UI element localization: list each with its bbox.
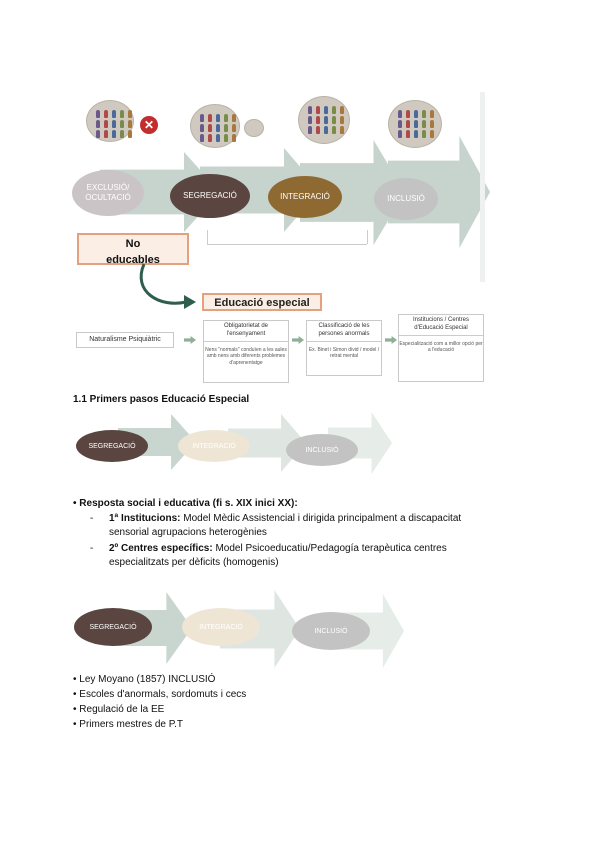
person-icon — [224, 134, 228, 142]
stage-segregacio — [170, 174, 250, 218]
person-icon — [406, 110, 410, 118]
bullet-item: • Primers mestres de P.T — [73, 719, 184, 730]
stage-segregacio-label: SEGREGACIÓ — [183, 191, 237, 200]
list-item-continuation: sensorial agrupacions heterogènies — [109, 527, 267, 538]
person-icon — [414, 130, 418, 138]
flow-box-text: Especialització com a millor opció per a l'educació — [399, 340, 483, 354]
person-icon — [128, 110, 132, 118]
naturalisme-label: Naturalisme Psiquiàtric — [89, 336, 161, 343]
stage-integracio — [178, 430, 250, 462]
person-icon — [232, 114, 236, 122]
bullet-item: • Ley Moyano (1857) INCLUSIÓ — [73, 674, 216, 685]
person-icon — [316, 106, 320, 114]
person-icon — [128, 120, 132, 128]
stage-exclusio — [72, 170, 144, 216]
person-icon — [324, 116, 328, 124]
person-icon — [340, 116, 344, 124]
bracket-line — [207, 244, 367, 245]
list-dash: - — [90, 543, 94, 554]
exclusion-x-icon: ✕ — [140, 116, 158, 134]
curved-arrow-icon — [130, 262, 200, 314]
stage-label: INCLUSIÓ — [314, 627, 348, 635]
list-item-bold: 2º Centres específics: — [109, 543, 213, 554]
stage-segregacio — [74, 608, 152, 646]
stage-segregacio — [76, 430, 148, 462]
person-icon — [308, 106, 312, 114]
person-icon — [128, 130, 132, 138]
person-icon — [96, 110, 100, 118]
resposta-heading: • Resposta social i educativa (fi s. XIX inici XX): — [73, 498, 298, 509]
person-icon — [112, 120, 116, 128]
flow-box-title: Classificació de les persones anormals — [307, 321, 381, 342]
person-icon — [120, 130, 124, 138]
person-icon — [120, 120, 124, 128]
person-icon — [324, 126, 328, 134]
person-icon — [216, 124, 220, 132]
person-icon — [422, 120, 426, 128]
flow-arrow-icon — [184, 336, 196, 344]
flow-box-title: Obligatorietat de l'ensenyament — [204, 321, 288, 342]
person-icon — [200, 124, 204, 132]
person-icon — [208, 134, 212, 142]
stage-inclusio-label: INCLUSIÓ — [387, 194, 425, 203]
no-educables-box — [77, 233, 189, 265]
person-icon — [332, 106, 336, 114]
flow-box-text: Ex. Binet i Simon divid / model / retrat mental — [308, 346, 380, 360]
no-educables-label: No educables — [106, 238, 160, 266]
list-item-text — [109, 542, 447, 555]
person-icon — [208, 114, 212, 122]
list-item — [90, 512, 93, 525]
bracket-line — [207, 230, 208, 244]
stage-label: INTEGRACIÓ — [199, 623, 243, 631]
person-icon — [316, 126, 320, 134]
person-icon — [112, 130, 116, 138]
section-title: 1.1 Primers pasos Educació Especial — [73, 394, 250, 405]
person-icon — [216, 114, 220, 122]
flow-arrow-icon — [385, 336, 397, 344]
person-icon — [422, 130, 426, 138]
person-icon — [422, 110, 426, 118]
person-icon — [430, 110, 434, 118]
list-item-bold: 1ª Institucions: — [109, 513, 181, 524]
person-icon — [208, 124, 212, 132]
person-icon — [398, 110, 402, 118]
stage-inclusio — [286, 434, 358, 466]
person-icon — [224, 114, 228, 122]
person-icon — [430, 130, 434, 138]
person-icon — [398, 130, 402, 138]
person-icon — [104, 130, 108, 138]
flow-arrow-icon — [292, 336, 304, 344]
person-icon — [316, 116, 320, 124]
stage-label: SEGREGACIÓ — [88, 442, 136, 450]
person-icon — [414, 120, 418, 128]
person-icon — [224, 124, 228, 132]
people-group-small-icon — [244, 119, 264, 137]
person-icon — [308, 126, 312, 134]
person-icon — [96, 130, 100, 138]
person-icon — [216, 134, 220, 142]
list-dash: - — [90, 513, 94, 524]
bullet-item: • Escoles d'anormals, sordomuts i cecs — [73, 689, 247, 700]
stage-integracio — [268, 176, 342, 218]
person-icon — [332, 126, 336, 134]
stage-label: INTEGRACIÓ — [192, 442, 236, 450]
stage-integracio-label: INTEGRACIÓ — [280, 192, 330, 201]
person-icon — [112, 110, 116, 118]
person-icon — [104, 120, 108, 128]
person-icon — [430, 120, 434, 128]
person-icon — [332, 116, 336, 124]
person-icon — [104, 110, 108, 118]
list-item — [90, 542, 93, 555]
person-icon — [232, 134, 236, 142]
person-icon — [414, 110, 418, 118]
person-icon — [398, 120, 402, 128]
person-icon — [406, 130, 410, 138]
list-item-body: Model Psicoeducatiu/Pedagogía terapèutica centres — [212, 543, 447, 554]
person-icon — [308, 116, 312, 124]
bullet-item: • Regulació de la EE — [73, 704, 165, 715]
person-icon — [200, 114, 204, 122]
person-icon — [232, 124, 236, 132]
stage-label: INCLUSIÓ — [305, 446, 339, 454]
stage-integracio — [182, 608, 260, 646]
flow-box-institucions — [398, 314, 484, 382]
person-icon — [324, 106, 328, 114]
diagram-backdrop — [480, 92, 485, 282]
educacio-especial-box — [202, 293, 322, 311]
person-icon — [340, 106, 344, 114]
naturalisme-box — [76, 332, 174, 348]
flow-box-text: Nens "normals" conduïen a les aules amb nens amb diferents problemes d'aprenentatge — [205, 346, 287, 366]
person-icon — [200, 134, 204, 142]
list-item-body: Model Mèdic Assistencial i dirigida principalment a discapacitat — [180, 513, 462, 524]
bracket-line — [367, 230, 368, 244]
stage-inclusio — [374, 178, 438, 220]
stage-label: SEGREGACIÓ — [89, 623, 137, 631]
person-icon — [120, 110, 124, 118]
list-item-continuation: especialitzats per dèficits (homogenis) — [109, 557, 279, 568]
people-group-icon — [86, 100, 134, 142]
list-item-text — [109, 512, 461, 525]
person-icon — [406, 120, 410, 128]
flow-box-obligatorietat — [203, 320, 289, 383]
stage-exclusio-label: EXCLUSIÓ/ OCULTACIÓ — [85, 183, 131, 202]
flow-box-title: Institucions / Centres d'Educació Especial — [399, 315, 483, 336]
person-icon — [340, 126, 344, 134]
educacio-especial-label: Educació especial — [214, 297, 310, 309]
stage-inclusio — [292, 612, 370, 650]
flow-box-classificacio — [306, 320, 382, 376]
person-icon — [96, 120, 100, 128]
